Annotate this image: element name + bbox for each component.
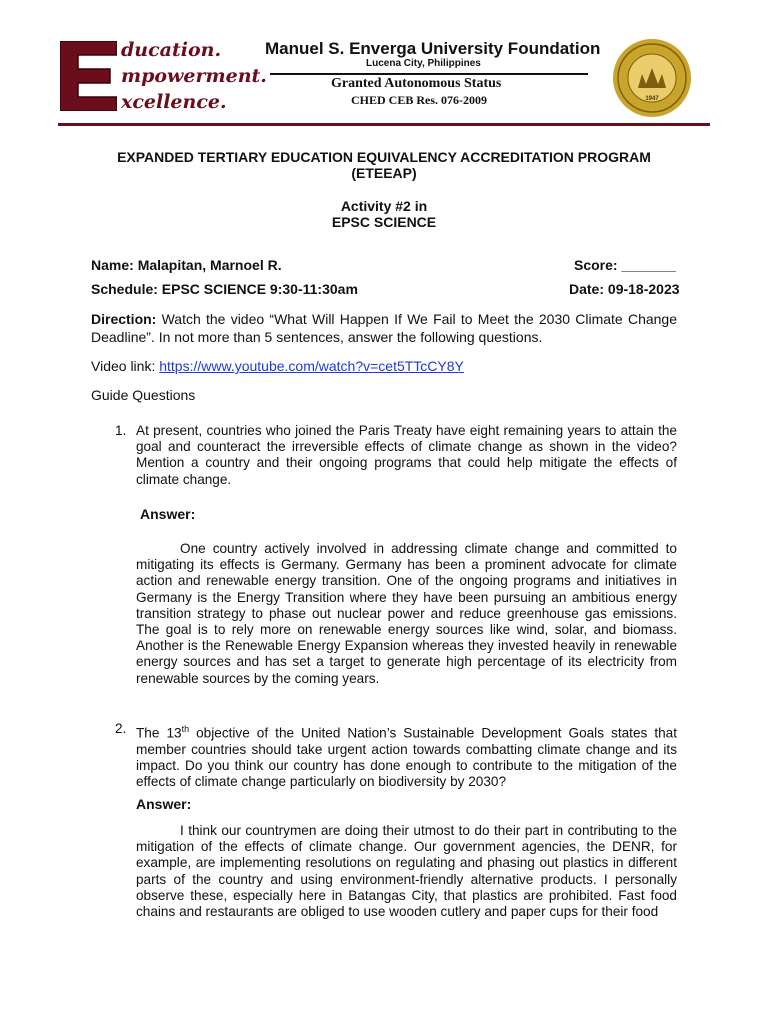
motto — [121, 37, 267, 115]
header-divider — [270, 73, 588, 75]
answer-label: Answer: — [140, 506, 196, 522]
schedule-label: Schedule: — [91, 281, 158, 297]
question-text: At present, countries who joined the Paris Treaty have eight remaining years to attain the goal and counteract the irreversible effects of climate change as shown in the video? Mention a country and their ongoing programs that could help mitigate the effects of climate change. — [136, 423, 677, 487]
score-value: _______ — [621, 257, 676, 273]
video-link[interactable]: https://www.youtube.com/watch?v=cet5TTcCY8Y — [159, 358, 464, 374]
question-number: 1. — [115, 423, 127, 438]
date-line — [569, 281, 680, 297]
letterhead — [0, 0, 768, 130]
university-city: Lucena City, Philippines — [366, 58, 481, 69]
answer-label: Answer: — [136, 796, 192, 812]
header-rule — [58, 123, 710, 126]
university-name: Manuel S. Enverga University Foundation — [265, 39, 601, 58]
direction-text: Watch the video “What Will Happen If We Fail to Meet the 2030 Climate Change Deadline”. In not more than 5 sentences, answer the following questions. — [91, 311, 678, 345]
name-value: Malapitan, Marnoel R. — [137, 257, 282, 273]
date-label: Date: — [569, 281, 605, 297]
question-number: 2. — [115, 721, 127, 736]
motto-line: ducation. — [121, 39, 222, 61]
schedule-value: EPSC SCIENCE 9:30-11:30am — [161, 281, 358, 297]
motto-line: mpowerment. — [121, 65, 267, 87]
schedule-line — [91, 281, 358, 297]
date-value: 09-18-2023 — [607, 281, 680, 297]
ordinal-suffix: th — [181, 724, 190, 734]
program-title: EXPANDED TERTIARY EDUCATION EQUIVALENCY ACCREDITATION PROGRAM — [117, 149, 651, 165]
subject-title: EPSC SCIENCE — [331, 214, 437, 230]
video-line — [91, 358, 464, 374]
question-text-rest: objective of the United Nation’s Sustainable Development Goals states that member countries should take urgent action towards combatting climate change and its impact. Do you think our country has done enough to contribute to the mitigation of the effects of climate change particularly on biodiversity by 2030? — [136, 725, 677, 790]
score-line — [574, 257, 676, 273]
direction-label: Direction: — [91, 311, 157, 327]
autonomous-status: Granted Autonomous Status — [331, 76, 502, 91]
answer-text: One country actively involved in addressing climate change and committed to mitigating its effects is Germany. Germany has been a prominent advocate for climate action and renewable energy transition. One of the ongoing programs and initiatives in Germany is the Energy Transition where they have been pursuing an ambitious energy transition strategy to phase out nuclear power and reduce greenhouse gas emissions. The goal is to rely more on renewable energy sources like wind, solar, and biomass. Another is the Renewable Energy Expansion whereas they invested heavily in renewable energy sources and has set a target to generate high percentage of its electricity from renewable sources by the coming years. — [136, 541, 677, 686]
motto-line: xcellence. — [121, 91, 227, 113]
direction — [91, 310, 677, 346]
score-label: Score: — [574, 257, 618, 273]
question-text-start: The 13 — [136, 725, 182, 741]
name-line — [91, 257, 282, 273]
activity-title: Activity #2 in — [340, 198, 428, 214]
program-acronym: (ETEEAP) — [351, 165, 417, 181]
name-label: Name: — [91, 257, 134, 273]
ched-resolution: CHED CEB Res. 076-2009 — [351, 93, 488, 107]
seal-year: 1947 — [645, 96, 659, 102]
logo-letter-e-icon — [60, 41, 117, 111]
guide-questions-heading: Guide Questions — [91, 387, 196, 403]
answer-text: I think our countrymen are doing their utmost to do their part in contributing to the mitigation of the effects of climate change. Our government agencies, the DENR, for example, are implementing resolutions on regulating and phasing out plastics in different parts of the country and using environment-friendly alternative products. I personally observe these, especially here in Batangas City, that plastics are prohibited. Fast food chains and restaurants are obliged to use wooden cutlery and paper cups for their food — [136, 823, 677, 920]
question-text — [136, 721, 677, 790]
video-label: Video link: — [91, 358, 156, 374]
university-seal-icon — [612, 38, 692, 118]
